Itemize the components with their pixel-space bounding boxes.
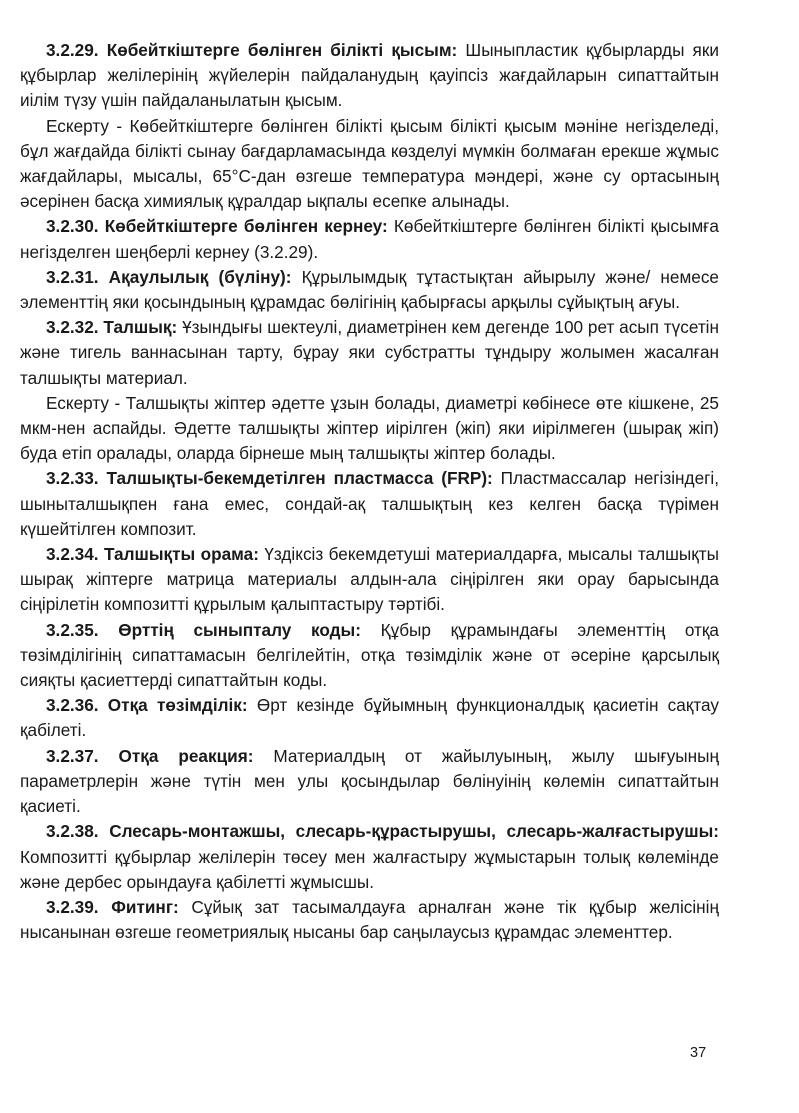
definition-text: Құрылымдық тұтастықтан айырылу және/ немесе элементтің яки қосындының құрамдас бөлігінің қабырғасы арқылы сұйықтың ағуы. <box>20 266 719 313</box>
definition-text: Құбыр құрамындағы элементтің отқа төзімділігінің сипаттамасын белгілейтін, отқа төзімділік және от әсеріне қарсылық сияқты қасиеттерді сипаттайтын коды. <box>20 619 719 691</box>
term-label: 3.2.36. Отқа төзімділік: <box>46 695 248 716</box>
term-label: 3.2.30. Көбейткіштерге бөлінген кернеу: <box>46 216 388 237</box>
document-page <box>20 38 719 945</box>
definition-3-2-29 <box>20 38 719 114</box>
definition-3-2-32 <box>20 315 719 391</box>
term-label: 3.2.38. Слесарь-монтажшы, слесарь-құрастырушы, слесарь-жалғастырушы: <box>46 821 719 842</box>
term-label: 3.2.33. Талшықты-бекемдетілген пластмасса (FRP): <box>46 468 493 489</box>
note-text: Ескерту - Көбейткіштерге бөлінген білікті қысым білікті қысым мәніне негізделеді, бұл жағдайда білікті сынау бағдарламасында көзделуі мүмкін болмаған ерекше жұмыс жағдайлары, мысалы, 65°С-дан өзгеше температура мәндері, және су ортасының әсерінен басқа химиялық құралдар ықпалы есепке алынады. <box>20 115 719 212</box>
definition-3-2-33 <box>20 466 719 542</box>
definition-text: Сұйық зат тасымалдауға арналған және тік құбыр желісінің нысанынан өзгеше геометриялық нысаны бар саңылаусыз құрамдас элементтер. <box>20 896 719 943</box>
definition-3-2-30 <box>20 214 719 264</box>
term-label: 3.2.34. Талшықты орама: <box>46 544 259 565</box>
definition-text: Шыныпластик құбырларды яки құбырлар желілерінің жүйелерін пайдаланудың қауіпсіз жағдайларын сипаттайтын иілім түзу үшін пайдаланылатын қысым. <box>20 40 719 111</box>
term-label: 3.2.29. Көбейткіштерге бөлінген білікті қысым: <box>46 40 458 60</box>
definition-text: Композитті құбырлар желілерін төсеу мен жалғастыру жұмыстарын толық көлемінде және дербес орындауға қабілетті жұмысшы. <box>20 846 719 892</box>
definition-text: Ұзындығы шектеулі, диаметрінен кем дегенде 100 рет асып түсетін және тигель ваннасынан тарту, бұрау яки субстратты тұндыру жолымен жасалған талшықты материал. <box>20 317 719 388</box>
term-label: 3.2.32. Талшық: <box>46 317 178 338</box>
definition-3-2-39 <box>20 895 719 945</box>
note-3-2-29 <box>20 114 719 215</box>
page-number: 37 <box>690 1045 707 1061</box>
note-text: Ескерту - Талшықты жіптер әдетте ұзын болады, диаметрі көбінесе өте кішкене, 25 мкм-нен аспайды. Әдетте талшықты жіптер иірілген (жіп) яки иірілмеген (шырақ жіп) буда етіп оралады, оларда бірнеше мың талшықты жіптер болады. <box>20 392 719 464</box>
definition-3-2-38 <box>20 819 719 895</box>
definition-3-2-34 <box>20 542 719 618</box>
definition-3-2-35 <box>20 618 719 694</box>
definition-text: Материалдың от жайылуының, жылу шығуының параметрлерін және түтін мен улы қосындылар бөлінуінің көлемін сипаттайтын қасиеті. <box>20 745 720 817</box>
term-label: 3.2.35. Өрттің сыныпталу коды: <box>46 619 361 640</box>
note-3-2-32 <box>20 391 719 467</box>
term-label: 3.2.37. Отқа реакция: <box>46 745 254 766</box>
definition-3-2-36 <box>20 693 719 743</box>
definition-text: Үздіксіз бекемдетуші материалдарға, мысалы талшықты шырақ жіптерге матрица материалы алдын-ала сіңірілген яки орау барысында сіңірілетін композитті құрылым қалыптастыру тәртібі. <box>20 544 719 615</box>
definition-3-2-37 <box>20 744 719 820</box>
term-label: 3.2.39. Фитинг: <box>46 896 179 917</box>
definition-text: Өрт кезінде бұйымның функционалдық қасиетін сақтау қабілеті. <box>20 695 719 741</box>
definition-text: Пластмассалар негізіндегі, шыныталшықпен ғана емес, сондай-ақ талшықтың кез келген басқа түрімен күшейтілген композит. <box>20 468 719 539</box>
definition-text: Көбейткіштерге бөлінген білікті қысымға негізделген шеңберлі кернеу (3.2.29). <box>20 216 719 262</box>
term-label: 3.2.31. Ақаулылық (бүліну): <box>46 266 292 287</box>
definition-3-2-31 <box>20 265 719 315</box>
